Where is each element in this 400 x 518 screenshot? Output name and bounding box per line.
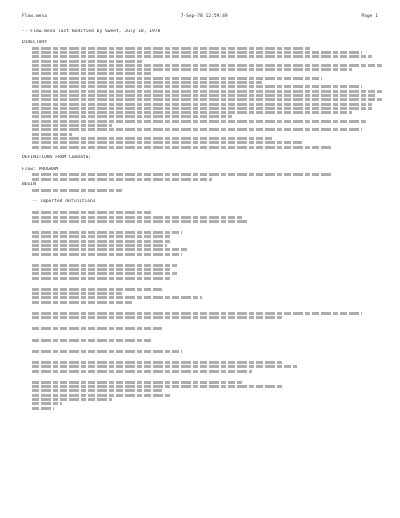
program-imports [22, 173, 378, 180]
misc-decl-3 [22, 350, 378, 353]
misc-decl-2 [22, 339, 378, 342]
file-name: Flow.mesa [22, 14, 47, 19]
directory-keyword: DIRECTORY [22, 39, 47, 45]
directory-block [22, 47, 378, 149]
procedure-block [22, 381, 378, 410]
page-number: Page 1 [361, 14, 378, 19]
print-date: 7-Sep-78 12:59:49 [180, 14, 228, 19]
type-block-3 [22, 264, 378, 280]
var-block [22, 361, 378, 373]
imported-comment: -- imported definitions [32, 198, 96, 204]
definitions-line: DEFINITIONS FROM ComData; [22, 155, 92, 161]
begin-keyword: BEGIN [22, 182, 36, 188]
record-block [22, 288, 378, 304]
pointer-block [22, 312, 378, 319]
page-header [22, 14, 378, 20]
header-comment: -- Flow.mesa last modified by Sweet, July 18, 1978 [22, 28, 161, 34]
type-block-1 [22, 211, 378, 223]
open-clause [22, 189, 378, 192]
program-header: Flow: PROGRAM [22, 166, 58, 172]
misc-decl-1 [22, 327, 378, 330]
type-block-2 [22, 231, 378, 255]
